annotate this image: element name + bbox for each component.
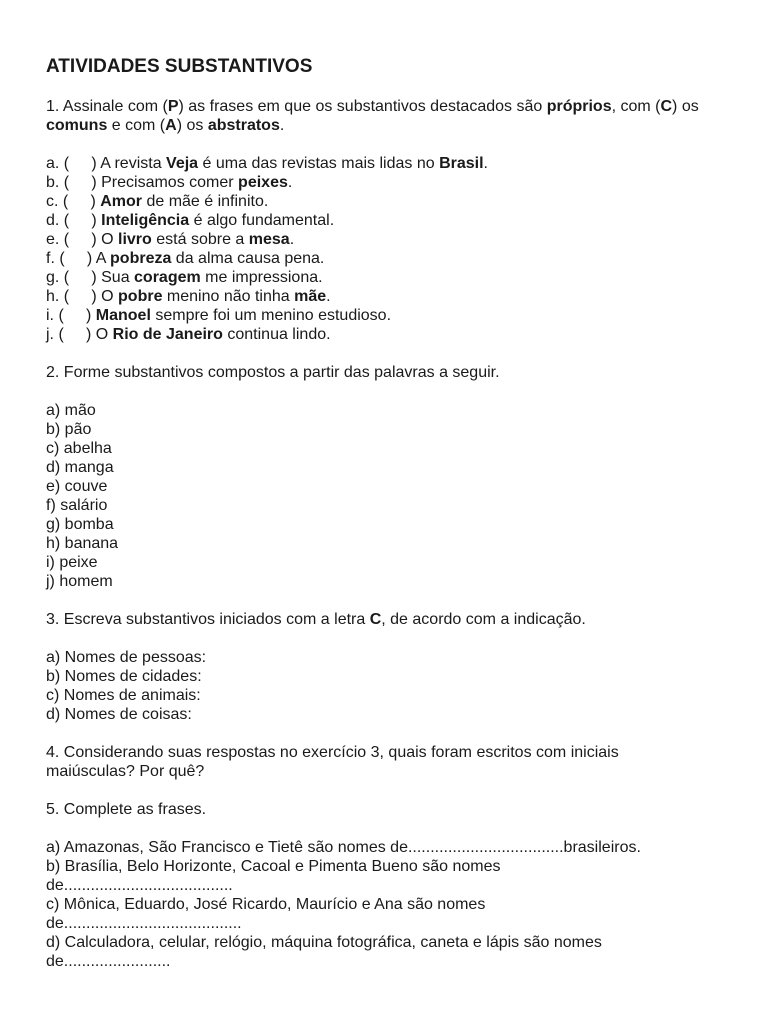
highlighted-word: Manoel — [95, 307, 151, 324]
text-run: f. ( ) A — [46, 250, 111, 267]
question-4-prompt — [46, 743, 736, 781]
highlighted-word: coragem — [134, 269, 201, 286]
question-2-item: a) mão — [46, 402, 96, 419]
highlighted-word: pobreza — [110, 250, 172, 267]
highlighted-word: Inteligência — [101, 212, 190, 229]
question-1-item — [46, 173, 736, 192]
highlighted-word: Veja — [166, 155, 199, 172]
highlighted-word: mãe — [294, 288, 327, 305]
text-run: c. ( ) — [46, 193, 101, 210]
text-run: menino não tinha — [162, 288, 295, 305]
question-5-line: d) Calculadora, celular, relógio, máquina fotográfica, caneta e lápis são nomes — [46, 934, 602, 951]
highlighted-word: livro — [118, 231, 152, 248]
question-1-item — [46, 306, 736, 325]
text-run: h. ( ) O — [46, 288, 119, 305]
text-run: 1. Assinale com ( — [46, 98, 168, 115]
question-3 — [46, 610, 736, 724]
question-1-item — [46, 211, 736, 230]
text-run: d. ( ) — [46, 212, 102, 229]
question-2-items — [46, 401, 736, 591]
question-3-item: a) Nomes de pessoas: — [46, 649, 207, 666]
text-run: b. ( ) Precisamos comer — [46, 174, 239, 191]
text-run: . — [287, 174, 293, 191]
question-1-item — [46, 249, 736, 268]
text-run: a. ( ) A revista — [46, 155, 167, 172]
question-3-item: b) Nomes de cidades: — [46, 668, 202, 685]
highlighted-word: comuns — [46, 117, 108, 134]
question-2 — [46, 363, 736, 591]
question-5-line: de........................................ — [46, 915, 242, 932]
question-1 — [46, 97, 736, 344]
question-2-item: f) salário — [46, 497, 108, 514]
highlighted-word: A — [165, 117, 177, 134]
highlighted-word: abstratos — [207, 117, 280, 134]
question-1-item — [46, 154, 736, 173]
worksheet-title: ATIVIDADES SUBSTANTIVOS — [46, 56, 313, 77]
question-2-item: d) manga — [46, 459, 114, 476]
question-2-item: e) couve — [46, 478, 108, 495]
question-4-line: 4. Considerando suas respostas no exercício 3, quais foram escritos com iniciais — [46, 744, 619, 761]
text-run: está sobre a — [151, 231, 249, 248]
question-4-line: maiúsculas? Por quê? — [46, 763, 205, 780]
question-1-item — [46, 230, 736, 249]
highlighted-word: Rio de Janeiro — [112, 326, 223, 343]
question-1-items — [46, 154, 736, 344]
text-run: é algo fundamental. — [189, 212, 335, 229]
question-2-item: g) bomba — [46, 516, 114, 533]
question-5-line: de...................................... — [46, 877, 233, 894]
text-run: j. ( ) O — [46, 326, 113, 343]
question-2-item: h) banana — [46, 535, 119, 552]
text-run: , de acordo com a indicação. — [381, 611, 586, 628]
question-2-item: j) homem — [46, 573, 113, 590]
text-run: ) as frases em que os substantivos destacados são — [178, 98, 547, 115]
text-run: me impressiona. — [200, 269, 323, 286]
highlighted-word: próprios — [546, 98, 612, 115]
question-1-prompt — [46, 97, 736, 135]
text-run: g. ( ) Sua — [46, 269, 135, 286]
question-5-items — [46, 838, 736, 971]
question-5-line: c) Mônica, Eduardo, José Ricardo, Maurício e Ana são nomes — [46, 896, 486, 913]
question-3-item: c) Nomes de animais: — [46, 687, 201, 704]
question-5-line: a) Amazonas, São Francisco e Tietê são nomes de...................................brasileiros. — [46, 839, 641, 856]
question-2-item: i) peixe — [46, 554, 98, 571]
worksheet — [46, 56, 736, 971]
text-run: ) os — [672, 98, 699, 115]
question-3-prompt — [46, 610, 736, 629]
highlighted-word: Brasil — [439, 155, 484, 172]
highlighted-word: pobre — [118, 288, 163, 305]
highlighted-word: peixes — [238, 174, 288, 191]
question-1-item — [46, 268, 736, 287]
question-4 — [46, 743, 736, 781]
question-3-item: d) Nomes de coisas: — [46, 706, 192, 723]
text-run: , com ( — [611, 98, 661, 115]
highlighted-word: C — [660, 98, 673, 115]
text-run: da alma causa pena. — [171, 250, 325, 267]
text-run: . — [279, 117, 285, 134]
question-5-prompt: 5. Complete as frases. — [46, 801, 207, 818]
question-3-items — [46, 648, 736, 724]
highlighted-word: P — [167, 98, 179, 115]
question-2-item: c) abelha — [46, 440, 112, 457]
text-run: de mãe é infinito. — [142, 193, 269, 210]
text-run: continua lindo. — [222, 326, 331, 343]
text-run: é uma das revistas mais lidas no — [198, 155, 440, 172]
question-1-item — [46, 325, 736, 344]
highlighted-word: C — [369, 611, 382, 628]
question-5-line: de........................ — [46, 953, 171, 970]
highlighted-word: mesa — [248, 231, 290, 248]
text-run: e com ( — [107, 117, 166, 134]
question-5 — [46, 800, 736, 971]
text-run: e. ( ) O — [46, 231, 119, 248]
text-run: . — [326, 288, 331, 305]
text-run: . — [289, 231, 295, 248]
question-5-line: b) Brasília, Belo Horizonte, Cacoal e Pimenta Bueno são nomes — [46, 858, 501, 875]
question-2-item: b) pão — [46, 421, 92, 438]
text-run: . — [483, 155, 488, 172]
question-1-item — [46, 192, 736, 211]
highlighted-word: Amor — [100, 193, 142, 210]
text-run: sempre foi um menino estudioso. — [150, 307, 392, 324]
text-run: 3. Escreva substantivos iniciados com a letra — [46, 611, 370, 628]
question-1-item — [46, 287, 736, 306]
question-2-prompt: 2. Forme substantivos compostos a partir das palavras a seguir. — [46, 364, 500, 381]
text-run: i. ( ) — [46, 307, 96, 324]
text-run: ) os — [176, 117, 208, 134]
